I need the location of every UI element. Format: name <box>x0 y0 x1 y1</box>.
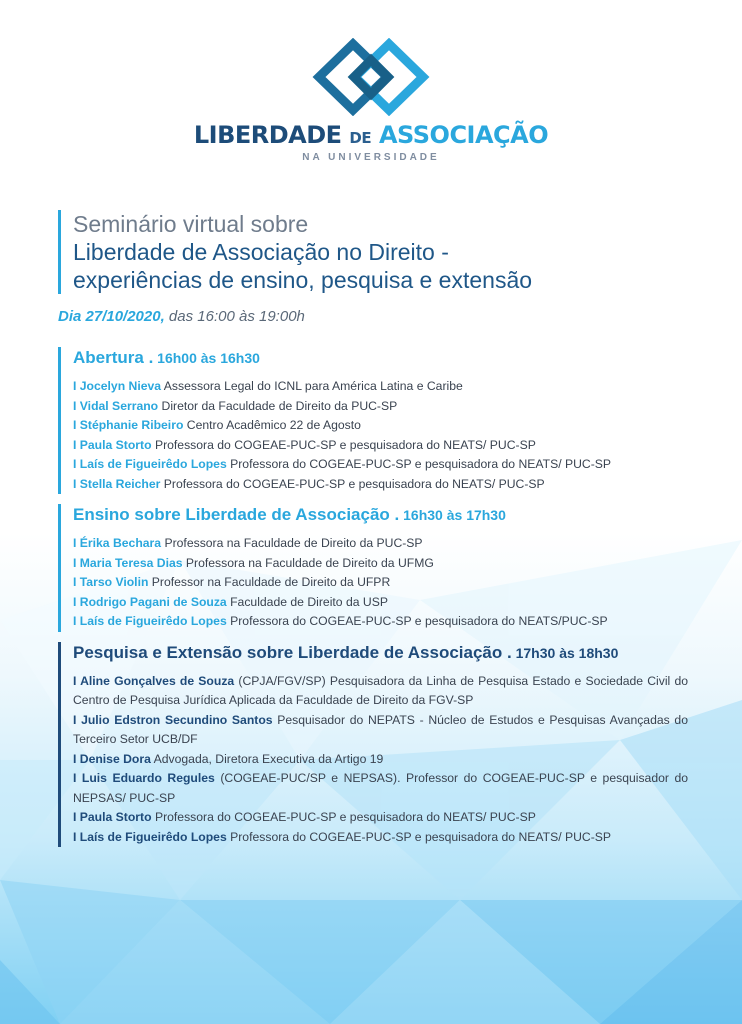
speaker-name: I Laís de Figueirêdo Lopes <box>73 614 227 628</box>
speaker-name: I Érika Bechara <box>73 536 162 550</box>
speaker-role: Professora na Faculdade de Direito da PUC-SP <box>161 536 423 550</box>
speaker-row <box>73 475 688 495</box>
section-title: Abertura . <box>73 348 154 367</box>
speaker-name: I Denise Dora <box>73 751 151 766</box>
program-content <box>58 210 688 847</box>
event-kicker: Seminário virtual sobre <box>73 211 309 237</box>
speaker-row <box>73 672 688 711</box>
speaker-row <box>73 769 688 808</box>
section-title: Pesquisa e Extensão sobre Liberdade de Associação . <box>73 642 512 662</box>
speaker-row <box>73 397 688 417</box>
speaker-role: Professor na Faculdade de Direito da UFPR <box>148 575 391 589</box>
event-date-hours: das 16:00 às 19:00h <box>164 308 305 325</box>
speaker-row <box>73 612 688 632</box>
speaker-role: Faculdade de Direito da USP <box>226 594 388 609</box>
speaker-row <box>73 377 688 397</box>
speaker-name: I Laís de Figueirêdo Lopes <box>73 829 227 844</box>
speaker-name: I Jocelyn Nieva <box>73 379 162 393</box>
section-heading <box>73 347 688 369</box>
section-pesquisa-extensao <box>58 642 688 848</box>
section-heading <box>73 504 688 526</box>
logo-subtitle: NA UNIVERSIDADE <box>302 152 440 163</box>
speaker-name: I Vidal Serrano <box>73 398 159 413</box>
speaker-role: Professora do COGEAE-PUC-SP e pesquisadora do NEATS/ PUC-SP <box>226 457 612 471</box>
section-abertura <box>58 347 688 494</box>
speaker-role: Assessora Legal do ICNL para América Latina e Caribe <box>161 379 463 393</box>
event-date-day: Dia 27/10/2020, <box>58 308 165 325</box>
speaker-role: Professora do COGEAE-PUC-SP e pesquisadora do NEATS/ PUC-SP <box>226 829 612 844</box>
logo-word-liberdade: LIBERDADE <box>193 121 342 149</box>
speaker-role: Professora do COGEAE-PUC-SP e pesquisadora do NEATS/ PUC-SP <box>151 437 536 452</box>
speaker-row <box>73 455 688 475</box>
speaker-row <box>73 593 688 613</box>
speaker-row <box>73 750 688 770</box>
speaker-role: Professora na Faculdade de Direito da UFMG <box>182 555 434 570</box>
speaker-role: (CPJA/FGV/SP) Pesquisadora da Linha de Pesquisa Estado e Sociedade Civil do Centro de Pesquisa Jurídica Aplicada da Faculdade de Direito da FGV-SP <box>73 673 688 707</box>
speaker-name: I Paula Storto <box>73 437 152 452</box>
speaker-role: Diretor da Faculdade de Direito da PUC-SP <box>158 398 398 413</box>
speaker-role: Professora do COGEAE-PUC-SP e pesquisadora do NEATS/PUC-SP <box>226 614 608 628</box>
speaker-row <box>73 808 688 828</box>
speaker-role: Professora do COGEAE-PUC-SP e pesquisadora do NEATS/ PUC-SP <box>151 810 536 824</box>
speaker-row <box>73 534 688 554</box>
event-date <box>58 308 688 325</box>
event-title-line2: experiências de ensino, pesquisa e extensão <box>73 267 533 293</box>
speaker-role: Advogada, Diretora Executiva da Artigo 19 <box>150 751 384 766</box>
speaker-role: Pesquisador do NEPATS - Núcleo de Estudos e Pesquisas Avançadas do Terceiro Setor UCB/DF <box>73 712 688 746</box>
speaker-role: Centro Acadêmico 22 de Agosto <box>183 418 361 432</box>
event-header <box>58 210 688 294</box>
event-title-line1: Liberdade de Associação no Direito - <box>73 239 449 265</box>
event-logo <box>0 38 742 163</box>
speaker-row <box>73 436 688 456</box>
speaker-name: I Stéphanie Ribeiro <box>73 418 184 432</box>
section-title: Ensino sobre Liberdade de Associação . <box>73 505 400 524</box>
speaker-row <box>73 416 688 436</box>
section-ensino <box>58 504 688 632</box>
speaker-name: I Maria Teresa Dias <box>73 555 183 570</box>
speaker-name: I Stella Reicher <box>73 476 161 491</box>
diamond-links-icon <box>311 38 431 116</box>
logo-word-de: DE <box>349 129 372 147</box>
speaker-row <box>73 711 688 750</box>
speaker-row <box>73 828 688 848</box>
speaker-role: Professora do COGEAE-PUC-SP e pesquisadora do NEATS/ PUC-SP <box>160 476 545 491</box>
speaker-name: I Aline Gonçalves de Souza <box>73 673 235 688</box>
speaker-name: I Laís de Figueirêdo Lopes <box>73 457 227 471</box>
section-time: 16h00 às 16h30 <box>153 350 260 366</box>
speaker-name: I Julio Edstron Secundino Santos <box>73 712 273 727</box>
logo-word-associacao: ASSOCIAÇÃO <box>378 121 549 149</box>
speaker-role: (COGEAE-PUC/SP e NEPSAS). Professor do COGEAE-PUC-SP e pesquisador do NEPSAS/ PUC-SP <box>73 771 689 805</box>
speaker-row <box>73 554 688 574</box>
speaker-row <box>73 573 688 593</box>
speaker-name: I Luis Eduardo Regules <box>73 771 215 785</box>
speaker-name: I Paula Storto <box>73 810 152 824</box>
section-heading <box>73 642 688 664</box>
section-time: 16h30 às 17h30 <box>399 507 506 523</box>
speaker-name: I Tarso Violin <box>73 575 149 589</box>
section-time: 17h30 às 18h30 <box>511 644 619 661</box>
speaker-name: I Rodrigo Pagani de Souza <box>73 594 227 609</box>
